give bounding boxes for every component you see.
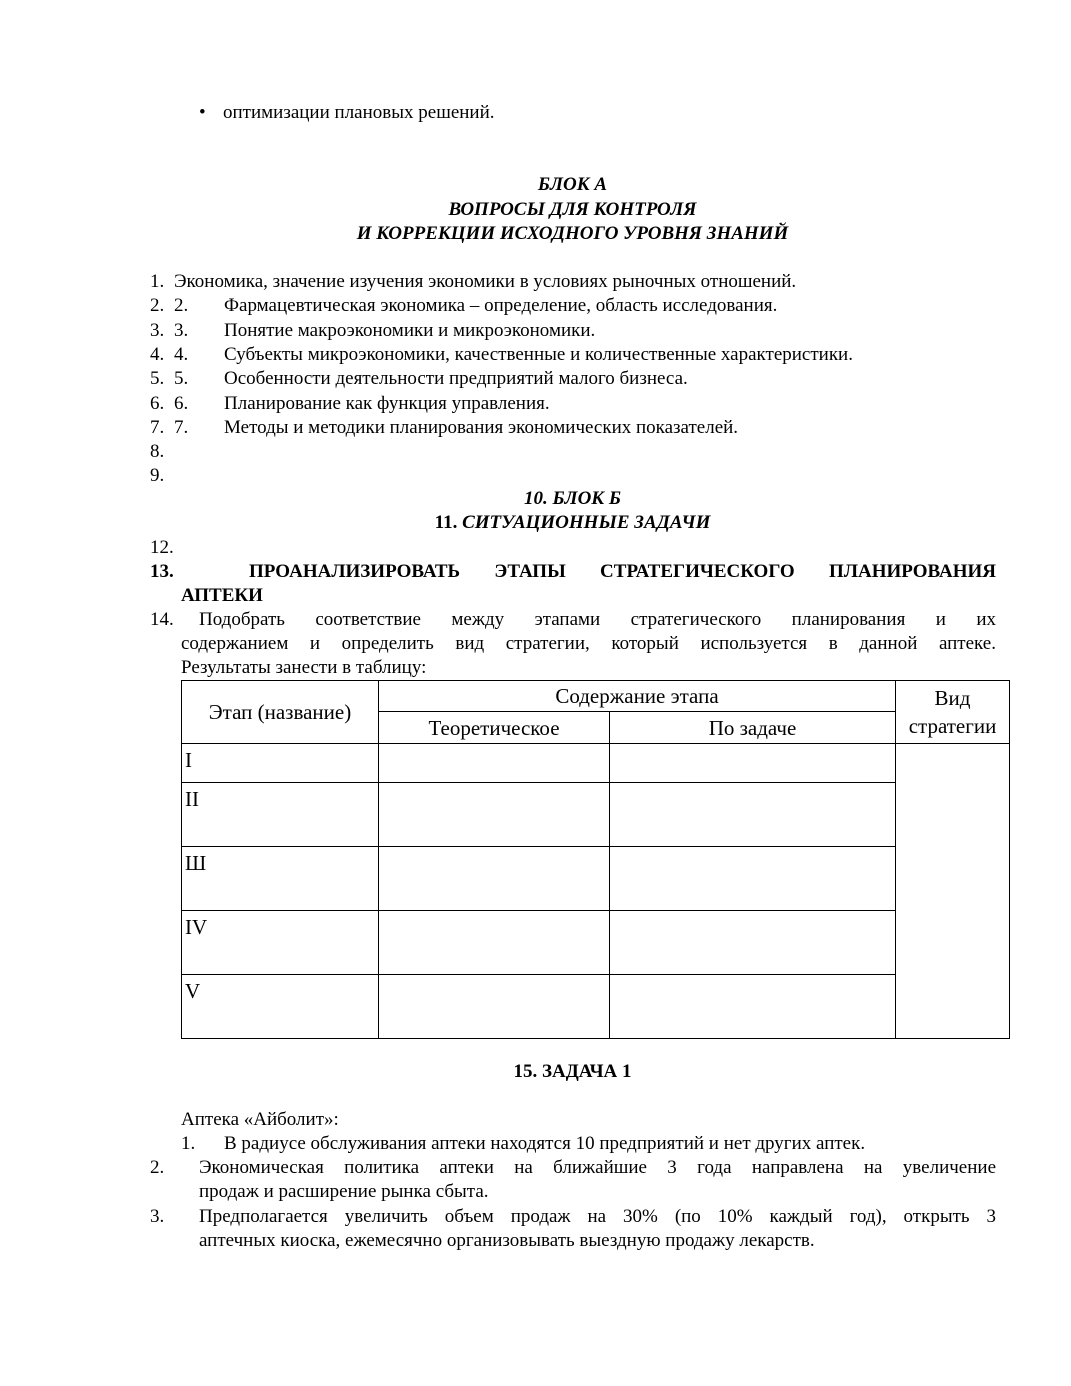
block-b-subtitle [0, 511, 1071, 535]
question-text: Экономика, значение изучения экономики в условиях рыночных отношений. [174, 271, 797, 292]
problem-item-1: В радиусе обслуживания аптеки находятся 10 предприятий и нет других аптек. [224, 1133, 866, 1154]
question-text: Субъекты микроэкономики, качественные и количественные характеристики. [224, 344, 853, 365]
question-subnumber: 5. [174, 368, 189, 389]
question-text: Фармацевтическая экономика – определение, область исследования. [224, 295, 778, 316]
row-label-1: I [182, 744, 379, 783]
question-number: 3. [150, 320, 165, 341]
question-subnumber: 3. [174, 320, 189, 341]
cell-by-task-3 [610, 847, 896, 911]
question-number: 1. [150, 271, 165, 292]
cell-by-task-2 [610, 783, 896, 847]
question-number: 8. [150, 441, 165, 462]
list-number-12: 12. [150, 537, 174, 558]
header-strategy-line-2: стратегии [908, 714, 997, 738]
header-strategy-line-1: Вид [934, 686, 971, 710]
question-number: 6. [150, 393, 165, 414]
question-number: 2. [150, 295, 165, 316]
row-label-4: IV [182, 911, 379, 975]
pharmacy-name: Аптека «Айболит»: [181, 1109, 339, 1130]
problem-item-2-number: 2. [150, 1157, 165, 1178]
block-a-subtitle-2: И КОРРЕКЦИИ ИСХОДНОГО УРОВНЯ ЗНАНИЙ [356, 223, 789, 244]
question-number: 5. [150, 368, 165, 389]
cell-by-task-5 [610, 975, 896, 1039]
cell-theoretical-4 [379, 911, 610, 975]
header-stage: Этап (название) [182, 681, 379, 744]
question-text: Понятие макроэкономики и микроэкономики. [224, 320, 596, 341]
header-theoretical: Теоретическое [379, 712, 610, 744]
question-subnumber: 4. [174, 344, 189, 365]
question-text: Особенности деятельности предприятий малого бизнеса. [224, 368, 688, 389]
cell-theoretical-1 [379, 744, 610, 783]
strategy-stages-table [181, 680, 1010, 1039]
question-subnumber: 6. [174, 393, 189, 414]
question-text: Методы и методики планирования экономических показателей. [224, 417, 739, 438]
bullet-mark: • [199, 102, 206, 123]
problem-item-3-line-2: аптечных киоска, ежемесячно организовывать выездную продажу лекарств. [199, 1230, 815, 1251]
task-line-3: Результаты занести в таблицу: [181, 657, 427, 678]
question-subnumber: 2. [174, 295, 189, 316]
problem-item-3-line-1: Предполагается увеличить объем продаж на 30% (по 10% каждый год), открыть 3 [199, 1206, 996, 1227]
header-by-task: По задаче [610, 712, 896, 744]
question-subnumber: 7. [174, 417, 189, 438]
block-a-subtitle-1: ВОПРОСЫ ДЛЯ КОНТРОЛЯ [448, 199, 697, 220]
row-label-5: V [182, 975, 379, 1039]
block-b-subtitle-text: СИТУАЦИОННЫЕ ЗАДАЧИ [462, 512, 711, 533]
problem-item-2-line-2: продаж и расширение рынка сбыта. [199, 1181, 489, 1202]
cell-theoretical-5 [379, 975, 610, 1039]
block-b-title: 10. БЛОК Б [523, 488, 622, 509]
analysis-heading-line-2: АПТЕКИ [181, 585, 263, 606]
question-number: 9. [150, 465, 165, 486]
row-label-2: II [182, 783, 379, 847]
task-line-1: Подобрать соответствие между этапами стратегического планирования и их [199, 609, 996, 630]
cell-theoretical-3 [379, 847, 610, 911]
question-number: 4. [150, 344, 165, 365]
block-a-title: БЛОК А [537, 174, 608, 195]
question-number: 7. [150, 417, 165, 438]
cell-by-task-1 [610, 744, 896, 783]
header-content: Содержание этапа [379, 681, 896, 712]
list-number-14: 14. [150, 609, 174, 630]
problem-title: 15. ЗАДАЧА 1 [513, 1061, 632, 1082]
bullet-text: оптимизации плановых решений. [223, 102, 495, 123]
problem-item-3-number: 3. [150, 1206, 165, 1227]
row-label-3: Ш [182, 847, 379, 911]
header-strategy [896, 681, 1010, 744]
cell-strategy [896, 744, 1010, 1039]
task-line-2: содержанием и определить вид стратегии, который используется в данной аптеке. [181, 633, 996, 654]
cell-theoretical-2 [379, 783, 610, 847]
problem-item-1-number: 1. [181, 1133, 196, 1154]
question-text: Планирование как функция управления. [224, 393, 550, 414]
block-b-subtitle-number: 11. [434, 512, 463, 533]
list-number-13: 13. [150, 561, 174, 582]
problem-item-2-line-1: Экономическая политика аптеки на ближайшие 3 года направлена на увеличение [199, 1157, 996, 1178]
cell-by-task-4 [610, 911, 896, 975]
analysis-heading-line-1: ПРОАНАЛИЗИРОВАТЬ ЭТАПЫ СТРАТЕГИЧЕСКОГО ПЛАНИРОВАНИЯ [249, 561, 996, 582]
